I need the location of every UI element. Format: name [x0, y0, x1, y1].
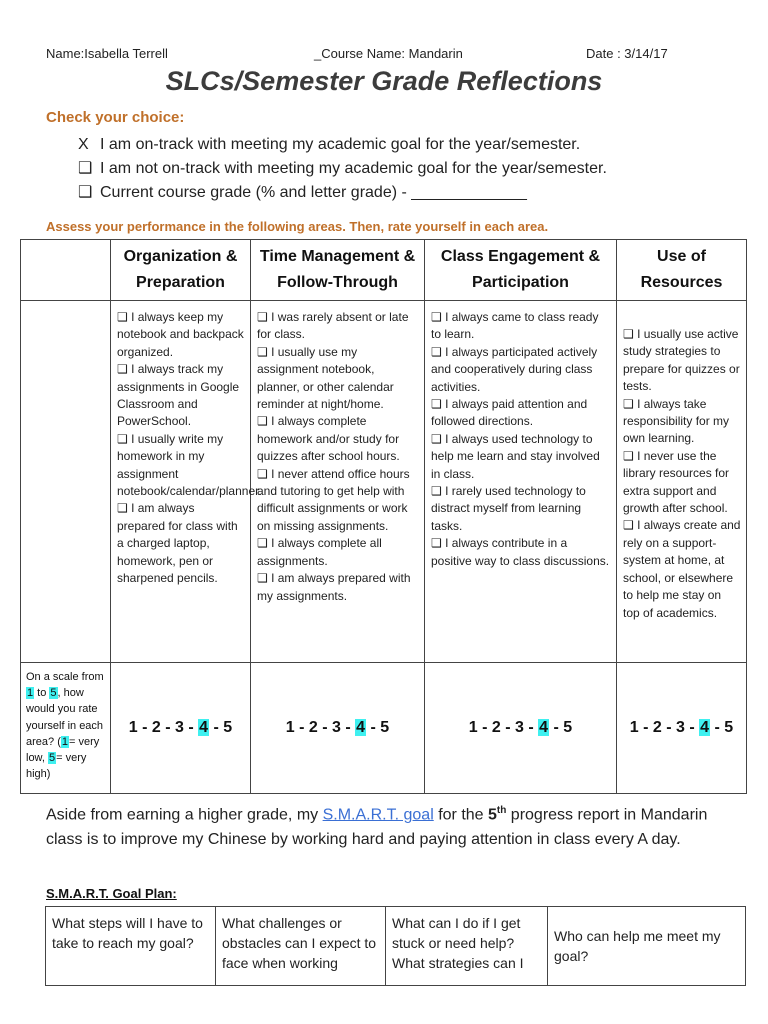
x-mark-icon: X [78, 136, 89, 153]
criterion-item[interactable]: ❑ I always participated actively and cooperatively during class activities. [431, 344, 598, 394]
smart-goal-link[interactable]: S.M.A.R.T. goal [322, 806, 434, 824]
criterion-item[interactable]: ❑ I always track my assignments in Google Classroom and PowerSchool. [117, 362, 240, 429]
assess-instruction: Assess your performance in the following areas. Then, rate yourself in each area. [46, 219, 549, 234]
plan-heading: S.M.A.R.T. Goal Plan: [46, 886, 177, 901]
criterion-item[interactable]: ❑ I was rarely absent or late for class. [257, 310, 409, 342]
rubric-table [20, 239, 747, 794]
choice-list [78, 133, 607, 205]
criterion-item[interactable]: ❑ I always came to class ready to learn. [431, 310, 599, 342]
checkbox-icon: ❑ [78, 160, 93, 177]
page-title: SLCs/Semester Grade Reflections [165, 66, 603, 96]
plan-question-row [46, 907, 746, 986]
criterion-item[interactable]: ❑ I always contribute in a positive way to class discussions. [431, 536, 610, 568]
header-time-management: Time Management & Follow-Through [251, 240, 425, 301]
criterion-item[interactable]: ❑ I usually use my assignment notebook, planner, or other calendar reminder at night/home. [257, 344, 394, 412]
scale-question: On a scale from 1 to 5, how would you rate yourself in each area? (1= very low, 5= very high) [21, 663, 111, 794]
criterion-item[interactable]: ❑ I always create and rely on a support-system at home, at school, or elsewhere to help me stay on top of academics. [623, 518, 741, 620]
plan-question-help: What can I do if I get stuck or need help? What strategies can I [386, 907, 548, 986]
selected-rating: 4 [539, 719, 549, 736]
rubric-criteria-row [21, 301, 747, 663]
selected-rating: 4 [199, 719, 209, 736]
header-organization: Organization & Preparation [111, 240, 251, 301]
rubric-rating-row [21, 663, 747, 794]
rubric-empty-cell [21, 301, 111, 663]
choice-on-track[interactable] [78, 133, 607, 157]
header-use-of-resources: Use of Resources [617, 240, 747, 301]
selected-rating: 4 [700, 719, 710, 736]
criterion-item[interactable]: ❑ I usually use active study strategies to prepare for quizzes or tests. [623, 327, 740, 394]
criterion-item[interactable]: ❑ I am always prepared for class with a charged laptop, homework, pen or sharpened pencils. [117, 501, 238, 586]
date: Date : 3/14/17 [586, 46, 668, 61]
rating-use-of-resources[interactable]: 1 - 2 - 3 - 4 - 5 [617, 663, 747, 794]
criterion-item[interactable]: ❑ I never use the library resources for extra support and growth after school. [623, 448, 730, 516]
criterion-item[interactable]: ❑ I always take responsibility for my own learning. [623, 396, 730, 446]
goal-paragraph: Aside from earning a higher grade, my S.M.A.R.T. goal for the 5th progress report in Mandarin class is to improve my Chinese by working hard and paying attention in class every A day. [46, 805, 708, 849]
header-row [46, 46, 726, 64]
rubric-corner-cell [21, 240, 111, 301]
header-class-engagement: Class Engagement & Participation [425, 240, 617, 301]
plan-question-challenges: What challenges or obstacles can I expect to face when working [216, 907, 386, 986]
choice-label: I am on-track with meeting my academic goal for the year/semester. [100, 136, 581, 153]
smart-plan-table [45, 906, 746, 986]
criteria-organization [111, 301, 262, 663]
choice-not-on-track[interactable] [78, 157, 607, 181]
plan-question-who: Who can help me meet my goal? [548, 907, 746, 986]
criterion-item[interactable]: ❑ I never attend office hours and tutoring to get help with difficult assignments or work on missing assignments. [257, 466, 410, 533]
plan-question-steps: What steps will I have to take to reach my goal? [46, 907, 216, 986]
check-heading: Check your choice: [46, 109, 185, 126]
rating-organization[interactable]: 1 - 2 - 3 - 4 - 5 [111, 663, 251, 794]
choice-course-grade[interactable] [78, 181, 607, 205]
criteria-class-engagement [425, 301, 617, 663]
checkbox-icon: ❑ [78, 184, 93, 201]
choice-label: I am not on-track with meeting my academic goal for the year/semester. [100, 160, 607, 177]
criterion-item[interactable]: ❑ I usually write my homework in my assignment notebook/calendar/planner. [117, 431, 262, 499]
criterion-item[interactable]: ❑ I always complete homework and/or study for quizzes after school hours. [257, 414, 400, 464]
rating-class-engagement[interactable]: 1 - 2 - 3 - 4 - 5 [425, 663, 617, 794]
selected-rating: 4 [356, 719, 366, 736]
criterion-item[interactable]: ❑ I always paid attention and followed directions. [431, 397, 588, 429]
course-name: _Course Name: Mandarin [314, 46, 463, 61]
criteria-use-of-resources [617, 301, 747, 663]
criterion-item[interactable]: ❑ I always keep my notebook and backpack organized. [117, 310, 244, 359]
criterion-item[interactable]: ❑ I am always prepared with my assignments. [257, 571, 411, 603]
rating-time-management[interactable]: 1 - 2 - 3 - 4 - 5 [251, 663, 425, 794]
student-name: Name:Isabella Terrell [46, 46, 168, 61]
criterion-item[interactable]: ❑ I always used technology to help me learn and stay involved in class. [431, 431, 600, 481]
criterion-item[interactable]: ❑ I rarely used technology to distract myself from learning tasks. [431, 484, 586, 533]
criteria-time-management [251, 301, 425, 663]
rubric-header-row [21, 240, 747, 301]
choice-label: Current course grade (% and letter grade) - _____________ [100, 184, 527, 201]
criterion-item[interactable]: ❑ I always complete all assignments. [257, 536, 382, 568]
